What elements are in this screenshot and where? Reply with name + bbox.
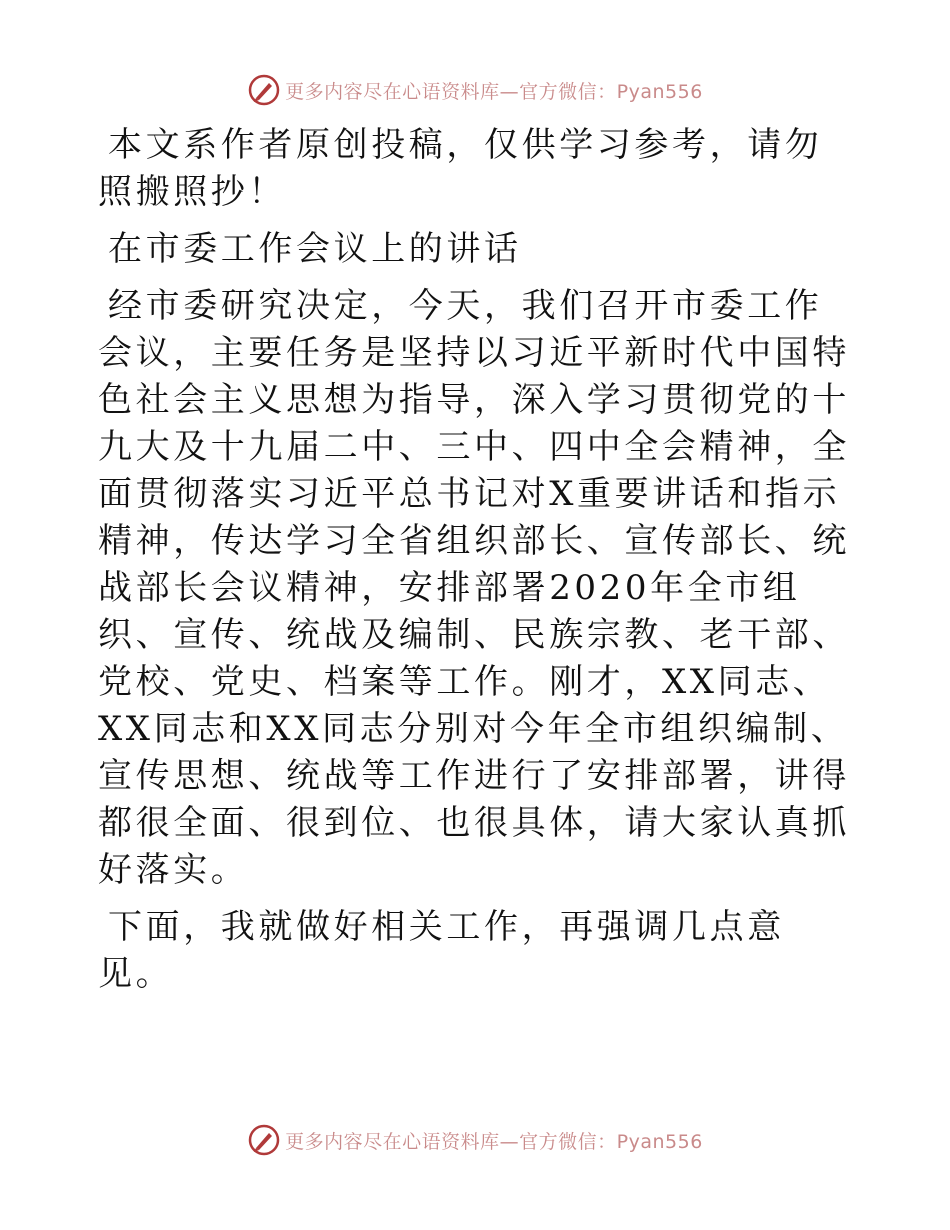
watermark-group: [247, 1123, 703, 1157]
watermark-text: 更多内容尽在心语资料库—官方微信：Pyan556: [285, 80, 703, 103]
pen-logo-icon: [247, 1123, 281, 1157]
closing-paragraph: 下面，我就做好相关工作，再强调几点意见。: [98, 907, 785, 994]
watermark-group: [247, 73, 703, 107]
watermark-text: 更多内容尽在心语资料库—官方微信：Pyan556: [285, 1130, 703, 1153]
copyright-notice: 本文系作者原创投稿，仅供学习参考，请勿照搬照抄！: [98, 125, 823, 212]
document-title: 在市委工作会议上的讲话: [108, 229, 522, 269]
body-paragraph: 经市委研究决定，今天，我们召开市委工作会议，主要任务是坚持以习近平新时代中国特色社会主义思想为指导，深入学习贯彻党的十九大及十九届二中、三中、四中全会精神，全面贯彻落实习近平总书记对X重要讲话和指示精神，传达学习全省组织部长、宣传部长、统战部长会议精神，安排部署2020年全市组织、宣传、统战及编制、民族宗教、老干部、党校、党史、档案等工作。刚才，XX同志、XX同志和XX同志分别对今年全市组织编制、宣传思想、统战等工作进行了安排部署，讲得都很全面、很到位、也很具体，请大家认真抓好落实。: [98, 286, 850, 890]
footer-watermark: [0, 1122, 950, 1158]
header-watermark: [0, 72, 950, 108]
pen-logo-icon: [247, 73, 281, 107]
document-body: [98, 122, 858, 1008]
